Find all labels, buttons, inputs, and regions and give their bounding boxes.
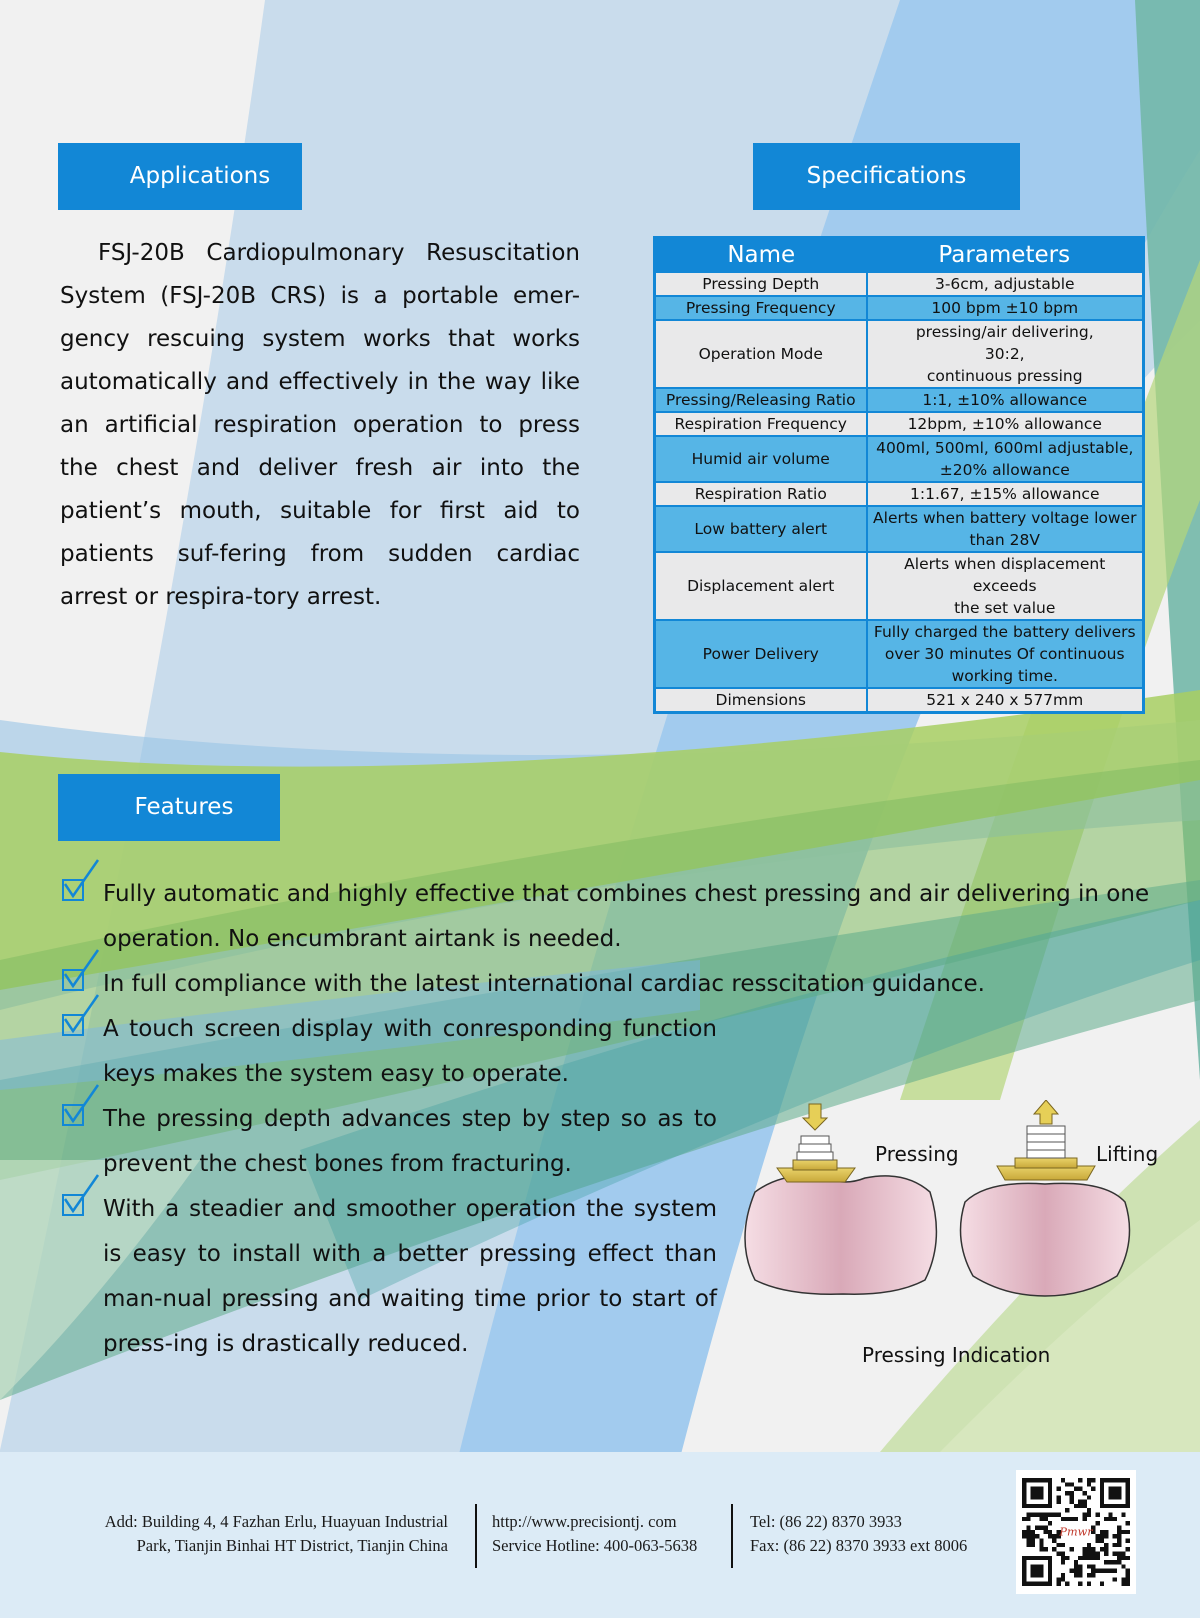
spec-column-parameters: Parameters	[867, 238, 1144, 272]
spec-row	[655, 272, 1144, 296]
lifting-label: Lifting	[1096, 1142, 1159, 1166]
footer	[0, 1452, 1200, 1618]
spec-row	[655, 552, 1144, 620]
spec-name-cell: Power Delivery	[655, 620, 867, 688]
spec-value-cell: 521 x 240 x 577mm	[867, 688, 1144, 713]
checkbox-check-icon	[62, 948, 102, 994]
footer-divider	[475, 1504, 477, 1568]
address-line-1: Add: Building 4, 4 Fazhan Erlu, Huayuan Industrial	[104, 1512, 448, 1531]
spec-name-cell: Respiration Frequency	[655, 412, 867, 436]
feature-item	[62, 1007, 1142, 1097]
spec-name-cell: Pressing Frequency	[655, 296, 867, 320]
footer-contact	[750, 1510, 967, 1558]
spec-row	[655, 296, 1144, 320]
chest-lifted-figure	[961, 1100, 1130, 1296]
chest-pressed-figure	[745, 1104, 936, 1294]
spec-row	[655, 620, 1144, 688]
qr-code	[1016, 1470, 1136, 1594]
checkbox-check-icon	[62, 1173, 102, 1219]
spec-row	[655, 320, 1144, 388]
spec-value-cell: 1:1, ±10% allowance	[867, 388, 1144, 412]
spec-value-cell: Alerts when battery voltage lower than 28V	[867, 506, 1144, 552]
feature-item	[62, 872, 1150, 962]
specifications-heading: Specifications	[753, 143, 1020, 210]
telephone: Tel: (86 22) 8370 3933	[750, 1512, 902, 1531]
feature-text: Fully automatic and highly effective that combines chest pressing and air delivering in one operation. No encumbrant airtank is needed.	[103, 881, 1150, 952]
spec-name-cell: Displacement alert	[655, 552, 867, 620]
spec-row	[655, 436, 1144, 482]
service-hotline: Service Hotline: 400-063-5638	[492, 1536, 698, 1555]
feature-text: With a steadier and smoother operation the system is easy to install with a better pressing effect than man-nual pressing and waiting time prior to start of press-ing is drastically reduced.	[103, 1196, 717, 1357]
spec-name-cell: Pressing Depth	[655, 272, 867, 296]
spec-name-cell: Respiration Ratio	[655, 482, 867, 506]
checkbox-check-icon	[62, 858, 102, 904]
spec-value-cell: 100 bpm ±10 bpm	[867, 296, 1144, 320]
specifications-table	[653, 236, 1145, 714]
spec-name-cell: Pressing/Releasing Ratio	[655, 388, 867, 412]
spec-name-cell: Low battery alert	[655, 506, 867, 552]
spec-row	[655, 688, 1144, 713]
spec-value-cell: Alerts when displacement exceeds the set value	[867, 552, 1144, 620]
footer-web	[492, 1510, 697, 1558]
spec-name-cell: Humid air volume	[655, 436, 867, 482]
applications-heading: Applications	[58, 143, 302, 210]
address-line-2: Park, Tianjin Binhai HT District, Tianjin China	[136, 1536, 448, 1555]
feature-text: A touch screen display with conresponding function keys makes the system easy to operate.	[103, 1016, 717, 1087]
spec-row	[655, 506, 1144, 552]
feature-item	[62, 962, 1142, 1007]
spec-row	[655, 412, 1144, 436]
spec-column-name: Name	[655, 238, 867, 272]
spec-value-cell: 12bpm, ±10% allowance	[867, 412, 1144, 436]
spec-value-cell: 1:1.67, ±15% allowance	[867, 482, 1144, 506]
qr-code-graphic	[1022, 1476, 1130, 1588]
spec-name-cell: Dimensions	[655, 688, 867, 713]
spec-value-cell: 400ml, 500ml, 600ml adjustable, ±20% allowance	[867, 436, 1144, 482]
features-heading: Features	[58, 774, 280, 841]
pressing-indication-illustration	[725, 1100, 1185, 1380]
spec-row	[655, 388, 1144, 412]
applications-paragraph: FSJ-20B Cardiopulmonary Resuscitation System (FSJ-20B CRS) is a portable emer-gency rescuing system works that works automatically and effectively in the way like an artificial respiration operation to press the chest and deliver fresh air into the patient’s mouth, suitable for first aid to patients suf-fering from sudden cardiac arrest or respira-tory arrest.	[60, 240, 580, 610]
checkbox-check-icon	[62, 993, 102, 1039]
footer-divider	[731, 1504, 733, 1568]
qr-logo-text: Pmwr	[1059, 1525, 1093, 1539]
pressing-label: Pressing	[875, 1142, 959, 1166]
feature-text: In full compliance with the latest international cardiac resscitation guidance.	[103, 971, 985, 997]
spec-value-cell: Fully charged the battery delivers over 30 minutes Of continuous working time.	[867, 620, 1144, 688]
website-link[interactable]: http://www.precisiontj. com	[492, 1512, 677, 1531]
spec-row	[655, 482, 1144, 506]
feature-text: The pressing depth advances step by step so as to prevent the chest bones from fracturing.	[103, 1106, 717, 1177]
pressing-indication-caption: Pressing Indication	[862, 1343, 1051, 1367]
spec-header-row	[655, 238, 1144, 272]
spec-value-cell: 3-6cm, adjustable	[867, 272, 1144, 296]
fax: Fax: (86 22) 8370 3933 ext 8006	[750, 1536, 968, 1555]
spec-name-cell: Operation Mode	[655, 320, 867, 388]
spec-value-cell: pressing/air delivering, 30:2, continuous pressing	[867, 320, 1144, 388]
footer-address	[68, 1510, 448, 1558]
checkbox-check-icon	[62, 1083, 102, 1129]
